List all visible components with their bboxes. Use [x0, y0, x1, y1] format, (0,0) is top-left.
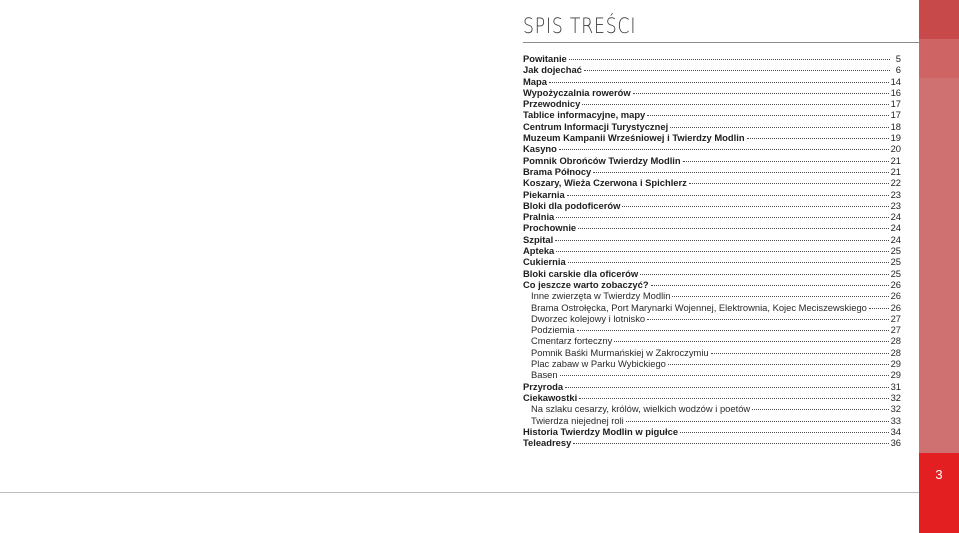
dot-leader — [752, 409, 888, 410]
dot-leader — [560, 375, 889, 376]
toc-entry-label: Brama Ostrołęcka, Port Marynarki Wojennej, Elektrownia, Kojec Meciszewskiego — [531, 301, 867, 313]
toc-entry-page-number: 21 — [890, 165, 901, 177]
toc-entry[interactable] — [523, 189, 901, 200]
dot-leader — [651, 285, 889, 286]
title-divider — [523, 42, 919, 43]
toc-entry-page-number: 23 — [890, 199, 901, 211]
toc-entry-label: Ciekawostki — [523, 391, 578, 403]
toc-entry-page-number: 32 — [890, 391, 901, 403]
toc-entry-page-number: 23 — [890, 188, 901, 200]
toc-entry[interactable] — [523, 211, 901, 222]
toc-entry[interactable] — [523, 98, 901, 109]
dot-leader — [584, 70, 890, 71]
toc-entry-label: Cukiernia — [523, 256, 566, 268]
dot-leader — [555, 240, 888, 241]
toc-entry-label: Inne zwierzęta w Twierdzy Modlin — [531, 290, 671, 302]
toc-entry-label: Koszary, Wieża Czerwona i Spichlerz — [523, 177, 687, 189]
toc-entry-page-number: 24 — [890, 233, 901, 245]
toc-entry[interactable] — [523, 279, 901, 290]
toc-subentry[interactable] — [523, 313, 901, 324]
dot-leader — [614, 341, 888, 342]
toc-subentry[interactable] — [523, 415, 901, 426]
toc-subentry[interactable] — [523, 335, 901, 346]
dot-leader — [689, 183, 889, 184]
dot-leader — [556, 217, 888, 218]
toc-entry-page-number: 6 — [895, 64, 901, 76]
toc-entry-page-number: 17 — [890, 109, 901, 121]
toc-entry-label: Tablice informacyjne, mapy — [523, 109, 646, 121]
page-number: 3 — [935, 467, 943, 482]
dot-leader — [633, 93, 889, 94]
toc-subentry[interactable] — [523, 324, 901, 335]
dot-leader — [593, 172, 888, 173]
dot-leader — [559, 149, 889, 150]
toc-entry-label: Pralnia — [523, 211, 555, 223]
toc-entry-page-number: 34 — [890, 425, 901, 437]
side-color-band-upper — [919, 39, 959, 78]
toc-entry[interactable] — [523, 222, 901, 233]
toc-entry[interactable] — [523, 53, 901, 64]
toc-entry-page-number: 27 — [890, 324, 901, 336]
footer-divider — [0, 492, 919, 493]
toc-entry[interactable] — [523, 143, 901, 154]
toc-entry[interactable] — [523, 437, 901, 448]
toc-subentry[interactable] — [523, 403, 901, 414]
toc-entry-label: Przyroda — [523, 380, 564, 392]
toc-entry[interactable] — [523, 87, 901, 98]
toc-entry[interactable] — [523, 256, 901, 267]
dot-leader — [582, 104, 888, 105]
toc-entry-label: Apteka — [523, 245, 555, 257]
toc-entry-label: Prochownie — [523, 222, 577, 234]
dot-leader — [683, 161, 889, 162]
toc-entry-label: Mapa — [523, 75, 547, 87]
toc-entry-label: Basen — [531, 369, 558, 381]
toc-entry-label: Teleadresy — [523, 437, 572, 449]
dot-leader — [556, 251, 888, 252]
toc-entry-page-number: 25 — [890, 256, 901, 268]
dot-leader — [622, 206, 888, 207]
toc-entry-page-number: 32 — [890, 403, 901, 415]
toc-entry-page-number: 28 — [890, 335, 901, 347]
toc-entry-page-number: 26 — [890, 278, 901, 290]
dot-leader — [626, 421, 889, 422]
side-color-band-middle — [919, 78, 959, 453]
toc-entry-label: Bloki dla podoficerów — [523, 199, 621, 211]
table-of-contents — [523, 53, 901, 448]
toc-entry-label: Szpital — [523, 233, 554, 245]
dot-leader — [647, 115, 888, 116]
toc-entry-page-number: 22 — [890, 177, 901, 189]
toc-entry-page-number: 26 — [890, 290, 901, 302]
toc-entry-page-number: 29 — [890, 358, 901, 370]
toc-entry-label: Twierdza niejednej roli — [531, 414, 624, 426]
toc-entry-label: Przewodnicy — [523, 98, 581, 110]
toc-entry[interactable] — [523, 76, 901, 87]
toc-entry-page-number: 33 — [890, 414, 901, 426]
dot-leader — [549, 82, 889, 83]
toc-entry-page-number: 20 — [890, 143, 901, 155]
toc-entry[interactable] — [523, 121, 901, 132]
toc-subentry[interactable] — [523, 347, 901, 358]
toc-entry[interactable] — [523, 245, 901, 256]
dot-leader — [568, 262, 889, 263]
toc-entry[interactable] — [523, 200, 901, 211]
toc-entry-page-number: 25 — [890, 245, 901, 257]
toc-entry-label: Dworzec kolejowy i lotnisko — [531, 312, 646, 324]
toc-entry[interactable] — [523, 426, 901, 437]
toc-entry-label: Co jeszcze warto zobaczyć? — [523, 278, 649, 290]
dot-leader — [579, 398, 888, 399]
toc-entry-label: Historia Twierdzy Modlin w pigułce — [523, 425, 679, 437]
dot-leader — [577, 330, 889, 331]
toc-entry-label: Bloki carskie dla oficerów — [523, 267, 639, 279]
toc-entry[interactable] — [523, 132, 901, 143]
dot-leader — [567, 195, 889, 196]
toc-entry[interactable] — [523, 268, 901, 279]
toc-entry-label: Centrum Informacji Turystycznej — [523, 120, 669, 132]
dot-leader — [565, 387, 888, 388]
toc-entry[interactable] — [523, 166, 901, 177]
side-color-band-top — [919, 0, 959, 39]
toc-subentry[interactable] — [523, 290, 901, 301]
toc-entry[interactable] — [523, 155, 901, 166]
dot-leader — [569, 59, 890, 60]
toc-entry[interactable] — [523, 177, 901, 188]
toc-entry-label: Jak dojechać — [523, 64, 582, 76]
toc-entry-label: Cmentarz forteczny — [531, 335, 613, 347]
dot-leader — [672, 296, 888, 297]
toc-entry-label: Pomnik Baśki Murmańskiej w Zakroczymiu — [531, 346, 709, 358]
toc-entry-page-number: 24 — [890, 211, 901, 223]
dot-leader — [747, 138, 889, 139]
dot-leader — [578, 228, 888, 229]
toc-entry-label: Muzeum Kampanii Wrześniowej i Twierdzy Modlin — [523, 132, 745, 144]
dot-leader — [647, 319, 888, 320]
dot-leader — [670, 127, 888, 128]
dot-leader — [573, 443, 888, 444]
toc-subentry[interactable] — [523, 369, 901, 380]
toc-entry-label: Wypożyczalnia rowerów — [523, 86, 631, 98]
toc-entry-label: Brama Północy — [523, 165, 592, 177]
dot-leader — [640, 274, 888, 275]
toc-entry-page-number: 25 — [890, 267, 901, 279]
toc-entry-page-number: 5 — [895, 53, 901, 64]
toc-entry-label: Plac zabaw w Parku Wybickiego — [531, 358, 666, 370]
toc-entry-page-number: 21 — [890, 154, 901, 166]
toc-entry-label: Pomnik Obrońców Twierdzy Modlin — [523, 154, 681, 166]
toc-entry-page-number: 18 — [890, 120, 901, 132]
dot-leader — [680, 432, 889, 433]
toc-entry-page-number: 17 — [890, 98, 901, 110]
dot-leader — [711, 353, 889, 354]
toc-entry-page-number: 14 — [890, 75, 901, 87]
toc-subentry[interactable] — [523, 302, 901, 313]
toc-entry-page-number: 28 — [890, 346, 901, 358]
toc-entry-label: Piekarnia — [523, 188, 565, 200]
toc-entry[interactable] — [523, 381, 901, 392]
dot-leader — [869, 308, 889, 309]
toc-entry-page-number: 36 — [890, 437, 901, 449]
toc-entry-label: Kasyno — [523, 143, 557, 155]
toc-entry-page-number: 24 — [890, 222, 901, 234]
toc-entry[interactable] — [523, 109, 901, 120]
toc-entry-page-number: 31 — [890, 380, 901, 392]
dot-leader — [668, 364, 889, 365]
toc-entry[interactable] — [523, 234, 901, 245]
toc-entry-page-number: 16 — [890, 86, 901, 98]
toc-entry-page-number: 19 — [890, 132, 901, 144]
toc-entry[interactable] — [523, 64, 901, 75]
page-title: SPIS TREŚCI — [523, 14, 637, 38]
side-color-band-bottom — [919, 453, 959, 533]
toc-entry-page-number: 29 — [890, 369, 901, 381]
toc-entry-label: Powitanie — [523, 53, 567, 64]
toc-entry-page-number: 26 — [890, 301, 901, 313]
toc-subentry[interactable] — [523, 358, 901, 369]
toc-entry-page-number: 27 — [890, 312, 901, 324]
toc-entry-label: Na szlaku cesarzy, królów, wielkich wodzów i poetów — [531, 403, 751, 415]
toc-entry-label: Podziemia — [531, 324, 575, 336]
toc-entry[interactable] — [523, 392, 901, 403]
